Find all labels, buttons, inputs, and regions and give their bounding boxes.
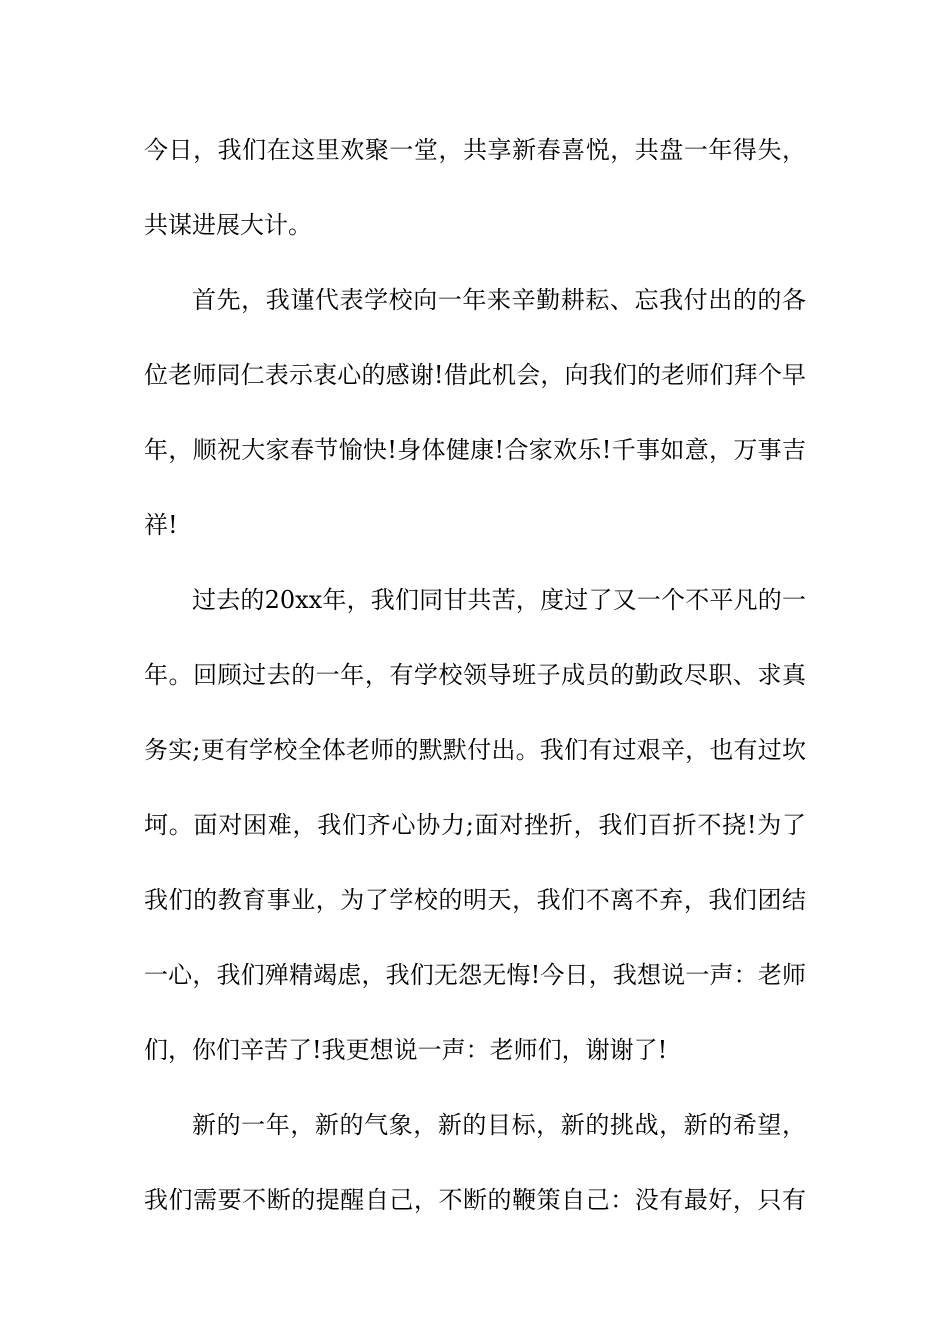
text-line: 首先，我谨代表学校向一年来辛勤耕耘、忘我付出的的各 [192, 286, 806, 314]
paragraph-review [144, 563, 806, 1088]
text-line: 今日，我们在这里欢聚一堂，共享新春喜悦，共盘一年得失， [144, 136, 806, 164]
text-line: 年。回顾过去的一年，有学校领导班子成员的勤政尽职、求真 [144, 661, 806, 689]
text-line: 祥! [144, 511, 178, 539]
text-line: 共谋进展大计。 [144, 211, 312, 239]
text-line: 新的一年，新的气象，新的目标，新的挑战，新的希望， [192, 1111, 806, 1139]
text-line: 年，顺祝大家春节愉快!身体健康!合家欢乐!千事如意，万事吉 [144, 436, 806, 464]
text-line: 我们需要不断的提醒自己，不断的鞭策自己：没有最好，只有 [144, 1186, 806, 1214]
text-line: 坷。面对困难，我们齐心协力;面对挫折，我们百折不挠!为了 [144, 811, 806, 839]
text-line: 一心，我们殚精竭虑，我们无怨无悔!今日，我想说一声：老师 [144, 961, 806, 989]
text-line: 我们的教育事业，为了学校的明天，我们不离不弃，我们团结 [144, 886, 806, 914]
paragraph-opening [144, 113, 806, 263]
paragraph-new-year [144, 1088, 806, 1238]
text-line: 务实;更有学校全体老师的默默付出。我们有过艰辛，也有过坎 [144, 736, 806, 764]
paragraph-thanks [144, 263, 806, 563]
text-line: 过去的20xx年，我们同甘共苦，度过了又一个不平凡的一 [192, 586, 806, 614]
text-line: 们，你们辛苦了!我更想说一声：老师们，谢谢了! [144, 1036, 668, 1064]
text-line: 位老师同仁表示衷心的感谢!借此机会，向我们的老师们拜个早 [144, 361, 806, 389]
document-body [144, 113, 806, 1238]
